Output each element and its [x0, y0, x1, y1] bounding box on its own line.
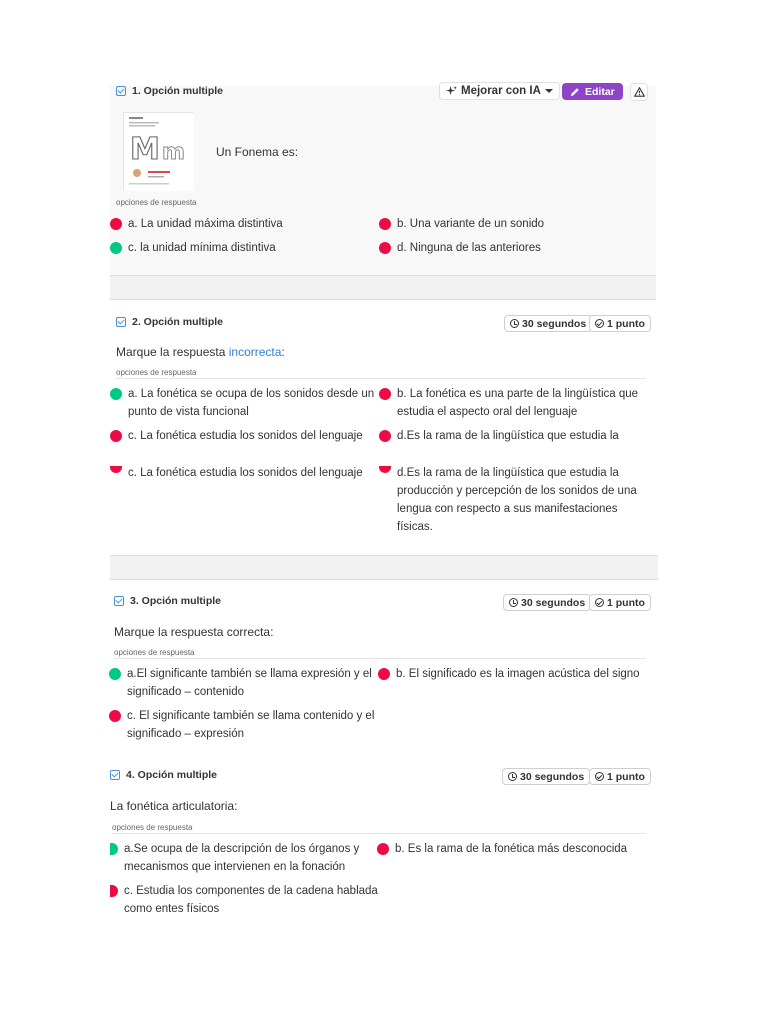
time-badge[interactable] [503, 594, 591, 611]
answer-option-a[interactable] [109, 665, 377, 701]
option-text: a. La unidad máxima distintiva [128, 218, 283, 230]
option-line: c. Estudia los componentes de la cadena hablada [124, 885, 378, 897]
question-type-label: 4. Opción multiple [126, 769, 218, 781]
question-type-label: 1. Opción multiple [132, 85, 224, 97]
option-line: lengua con respecto a sus manifestaciones [397, 503, 618, 515]
option-text [124, 840, 359, 876]
clock-icon [509, 598, 518, 607]
question-prompt-2 [116, 345, 285, 359]
incorrect-dot-icon [110, 218, 122, 230]
incorrect-dot-icon [379, 430, 391, 442]
answer-option-c[interactable] [110, 882, 378, 918]
answer-option-a[interactable] [110, 840, 378, 876]
option-text: c. La fonética estudia los sonidos del lenguaje [128, 430, 363, 442]
answer-option-c[interactable] [110, 427, 378, 445]
answer-option-c[interactable] [109, 707, 377, 743]
question-type-label: 3. Opción multiple [130, 595, 222, 607]
points-label: 1 punto [607, 770, 645, 783]
answer-option-b[interactable] [377, 840, 649, 858]
answer-option-d[interactable] [379, 239, 649, 257]
improve-with-ai-button[interactable] [439, 82, 560, 100]
option-text [397, 464, 637, 536]
option-line: estudia el aspecto oral del lenguaje [397, 406, 578, 418]
options-label-2: opciones de respuesta [116, 368, 197, 377]
option-line: como entes físicos [124, 903, 220, 915]
answer-option-b[interactable] [378, 665, 650, 683]
checkbox-icon[interactable] [116, 317, 126, 327]
option-text: d. Ninguna de las anteriores [397, 242, 541, 254]
option-text: d.Es la rama de la lingüística que estudia la [397, 430, 619, 442]
points-badge[interactable] [589, 768, 651, 785]
incorrect-dot-icon [110, 430, 122, 442]
time-label: 30 segundos [520, 770, 585, 783]
question-image-thumbnail[interactable] [123, 112, 193, 190]
correct-dot-icon [109, 668, 121, 680]
option-line: b. La fonética es una parte de la lingüística que [397, 388, 639, 400]
points-badge[interactable] [589, 315, 651, 332]
edit-button[interactable] [562, 83, 623, 100]
points-label: 1 punto [607, 317, 645, 330]
question-prompt-1: Un Fonema es: [216, 145, 299, 159]
answer-option-c[interactable] [110, 239, 380, 257]
question-header-3 [114, 595, 221, 607]
options-label-3: opciones de respuesta [114, 648, 195, 657]
report-button[interactable] [630, 83, 648, 101]
option-line: producción y percepción de los sonidos de una [397, 485, 637, 497]
option-text [124, 882, 378, 918]
prompt-text: Marque la respuesta [116, 345, 229, 359]
sparkle-icon [446, 86, 457, 97]
answer-option-d[interactable] [379, 427, 649, 445]
caret-down-icon [545, 88, 553, 94]
option-line: significado – contenido [127, 686, 244, 698]
svg-text:M: M [130, 132, 160, 167]
option-text [127, 707, 374, 743]
option-text [397, 385, 638, 421]
question-prompt-4: La fonética articulatoria: [110, 799, 238, 813]
incorrect-dot-icon [377, 843, 389, 855]
check-circle-icon [595, 772, 604, 781]
option-text [127, 665, 372, 701]
incorrect-dot-icon [379, 466, 391, 473]
question-separator-band [110, 555, 658, 580]
answer-option-a[interactable] [110, 215, 380, 233]
incorrect-dot-icon [378, 668, 390, 680]
prompt-text-end: : [281, 345, 285, 359]
options-label-1: opciones de respuesta [116, 198, 197, 207]
warning-icon [634, 87, 645, 97]
correct-dot-icon [110, 843, 118, 855]
option-line: c. El significante también se llama contenido y el [127, 710, 375, 722]
option-line: significado – expresión [127, 728, 244, 740]
option-line: a.El significante también se llama expresión y el [127, 668, 372, 680]
checkbox-icon[interactable] [114, 596, 124, 606]
question-separator-band [110, 275, 656, 300]
prompt-highlight: incorrecta [228, 345, 282, 359]
option-text [128, 385, 374, 421]
option-text: b. Una variante de un sonido [397, 218, 545, 230]
option-line: físicas. [397, 521, 433, 533]
option-text: b. El significado es la imagen acústica del signo [396, 668, 640, 680]
question-header-2 [116, 316, 223, 328]
question-type-label: 2. Opción multiple [132, 316, 224, 328]
incorrect-dot-icon [110, 466, 122, 473]
time-badge[interactable] [502, 768, 590, 785]
points-label: 1 punto [607, 596, 645, 609]
worksheet-image [124, 113, 194, 191]
divider [114, 658, 646, 659]
incorrect-dot-icon [110, 885, 118, 897]
divider [112, 833, 646, 834]
incorrect-dot-icon [379, 218, 391, 230]
question-header-4 [110, 769, 217, 781]
answer-option-b[interactable] [379, 385, 649, 421]
answer-option-b[interactable] [379, 215, 649, 233]
improve-with-ai-label: Mejorar con IA [461, 85, 541, 97]
correct-dot-icon [110, 242, 122, 254]
clock-icon [508, 772, 517, 781]
time-badge[interactable] [504, 315, 592, 332]
time-label: 30 segundos [522, 317, 587, 330]
options-label-4: opciones de respuesta [112, 823, 193, 832]
option-line: punto de vista funcional [128, 406, 249, 418]
divider [116, 378, 646, 379]
option-text: c. la unidad mínima distintiva [128, 242, 276, 254]
answer-option-a[interactable] [110, 385, 378, 421]
answer-option-d-expanded[interactable] [379, 464, 649, 536]
clock-icon [510, 319, 519, 328]
incorrect-dot-icon [379, 388, 391, 400]
time-label: 30 segundos [521, 596, 586, 609]
edit-button-label: Editar [585, 85, 615, 98]
svg-text:m: m [162, 140, 185, 165]
option-line: d.Es la rama de la lingüística que estudia la [397, 467, 619, 479]
option-text: c. La fonética estudia los sonidos del lenguaje [128, 467, 363, 479]
check-circle-icon [595, 319, 604, 328]
option-line: mecanismos que intervienen en la fonación [124, 861, 346, 873]
answer-option-c-expanded[interactable] [110, 464, 378, 482]
option-line: a. La fonética se ocupa de los sonidos desde un [128, 388, 375, 400]
option-text: b. Es la rama de la fonética más desconocida [395, 843, 628, 855]
incorrect-dot-icon [379, 242, 391, 254]
question-prompt-3: Marque la respuesta correcta: [114, 625, 274, 639]
points-badge[interactable] [589, 594, 651, 611]
checkbox-icon[interactable] [116, 86, 126, 96]
incorrect-dot-icon [109, 710, 121, 722]
option-line: a.Se ocupa de la descripción de los órganos y [124, 843, 360, 855]
question-header-1 [116, 85, 223, 97]
pencil-icon [570, 87, 580, 97]
checkbox-icon[interactable] [110, 770, 120, 780]
check-circle-icon [595, 598, 604, 607]
correct-dot-icon [110, 388, 122, 400]
